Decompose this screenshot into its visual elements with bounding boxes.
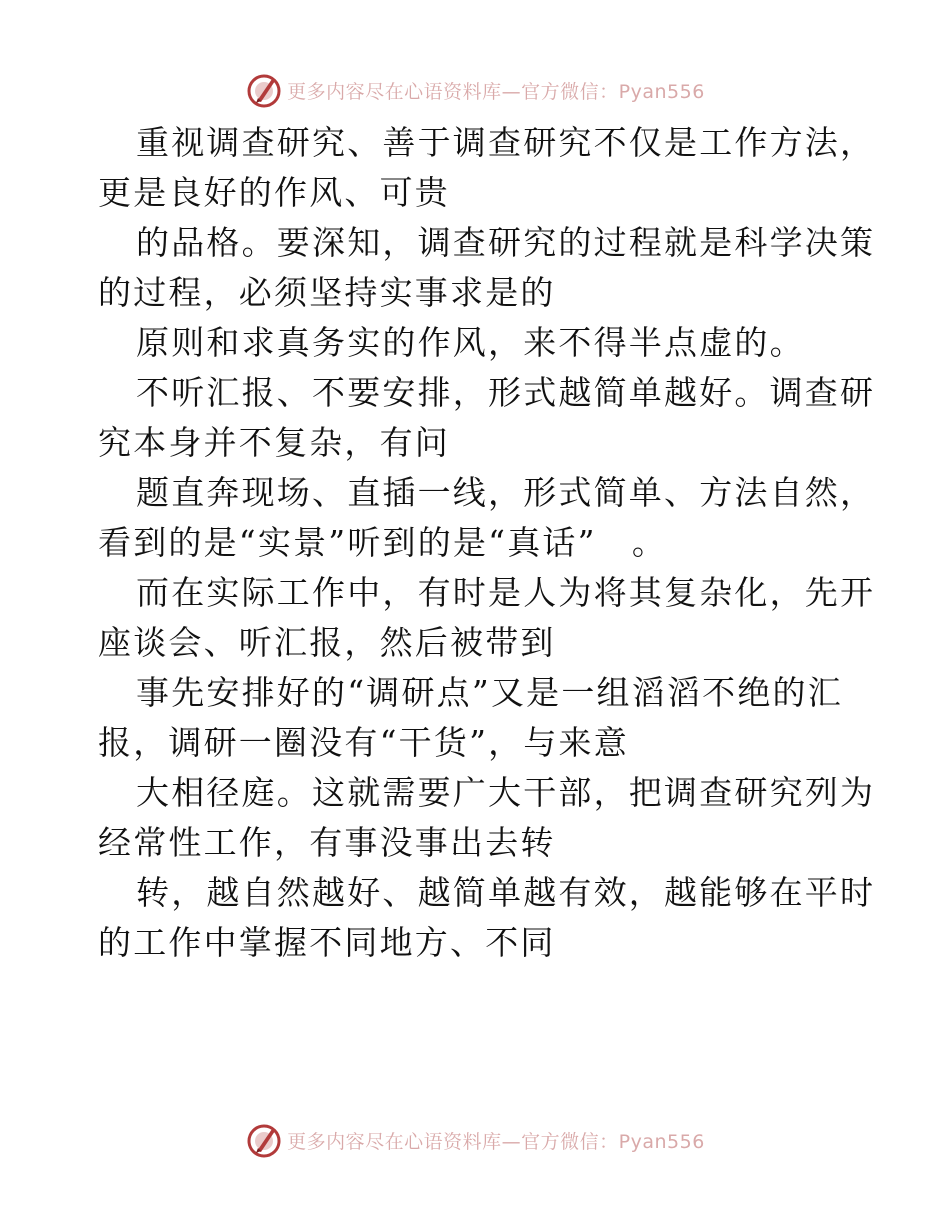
quill-logo-icon: [245, 71, 283, 109]
paragraph-line: 原则和求真务实的作风，来不得半点虚的。: [136, 323, 805, 362]
header-watermark-text: 更多内容尽在心语资料库—官方微信：Pyan556: [287, 80, 705, 103]
paragraph: [98, 468, 876, 568]
paragraph: [98, 318, 858, 368]
paragraph: [98, 118, 876, 218]
paragraph: [98, 768, 876, 868]
footer-watermark: [0, 1118, 950, 1162]
paragraph: [98, 568, 876, 668]
paragraph-line: 转，越自然越好、越简单越有效，越能够在平时: [136, 873, 876, 912]
paragraph-line: 更是良好的作风、可贵: [98, 173, 450, 212]
paragraph: [98, 868, 876, 968]
paragraph: [98, 368, 876, 468]
paragraph-line: 看到的是“实景”听到的是“真话” 。: [98, 523, 668, 562]
paragraph-line: 事先安排好的“调研点”又是一组滔滔不绝的汇: [136, 673, 843, 712]
paragraph-line: 的品格。要深知，调查研究的过程就是科学决策: [136, 223, 876, 262]
paragraph-line: 重视调查研究、善于调查研究不仅是工作方法，: [136, 123, 876, 162]
paragraph: [98, 668, 858, 768]
paragraph-line: 究本身并不复杂，有问: [98, 423, 450, 462]
paragraph-line: 的过程，必须坚持实事求是的: [98, 273, 556, 312]
paragraph-line: 的工作中掌握不同地方、不同: [98, 923, 556, 962]
quill-logo-icon: [245, 1121, 283, 1159]
paragraph-line: 经常性工作，有事没事出去转: [98, 823, 556, 862]
document-body: [98, 118, 876, 968]
paragraph-line: 而在实际工作中，有时是人为将其复杂化，先开: [136, 573, 876, 612]
paragraph-line: 题直奔现场、直插一线，形式简单、方法自然，: [136, 473, 876, 512]
header-watermark: [0, 68, 950, 112]
paragraph-line: 座谈会、听汇报，然后被带到: [98, 623, 556, 662]
footer-watermark-text: 更多内容尽在心语资料库—官方微信：Pyan556: [287, 1130, 705, 1153]
paragraph-line: 大相径庭。这就需要广大干部，把调查研究列为: [136, 773, 876, 812]
paragraph-line: 不听汇报、不要安排，形式越简单越好。调查研: [136, 373, 876, 412]
paragraph: [98, 218, 876, 318]
paragraph-line: 报，调研一圈没有“干货”，与来意: [98, 723, 629, 762]
